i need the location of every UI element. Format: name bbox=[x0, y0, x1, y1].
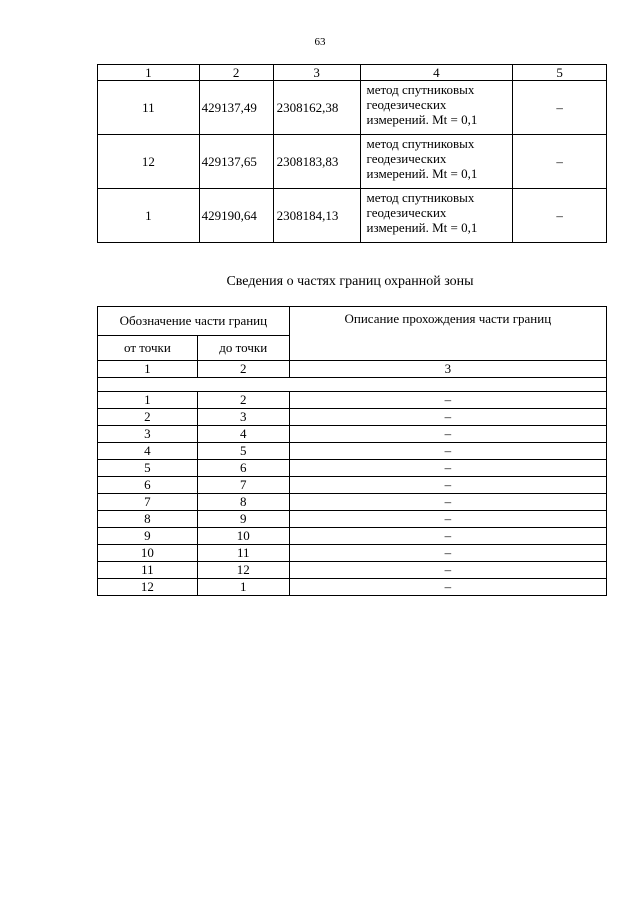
note: – bbox=[513, 81, 607, 135]
parts-header-row bbox=[98, 307, 607, 336]
method-line: геодезических bbox=[366, 97, 447, 112]
table-row bbox=[98, 579, 607, 596]
method-description bbox=[360, 189, 513, 243]
column-number-3: 3 bbox=[289, 361, 606, 378]
x-coordinate: 429137,65 bbox=[199, 135, 273, 189]
y-coordinate: 2308183,83 bbox=[273, 135, 360, 189]
from-point: 1 bbox=[98, 392, 198, 409]
method-line: геодезических bbox=[366, 151, 447, 166]
method-line: метод спутниковых bbox=[366, 190, 475, 205]
table-row bbox=[98, 135, 607, 189]
to-point: 2 bbox=[197, 392, 289, 409]
method-line: метод спутниковых bbox=[366, 82, 475, 97]
part-description: – bbox=[289, 494, 606, 511]
table-row bbox=[98, 409, 607, 426]
method-line: измерений. Mt = 0,1 bbox=[366, 220, 478, 235]
column-number-1: 1 bbox=[98, 65, 200, 81]
part-description: – bbox=[289, 477, 606, 494]
from-point: 7 bbox=[98, 494, 198, 511]
column-number-5: 5 bbox=[513, 65, 607, 81]
parts-number-row bbox=[98, 361, 607, 378]
part-description: – bbox=[289, 409, 606, 426]
method-description bbox=[360, 135, 513, 189]
column-number-1: 1 bbox=[98, 361, 198, 378]
from-point: 5 bbox=[98, 460, 198, 477]
empty-row bbox=[98, 378, 607, 392]
to-point: 1 bbox=[197, 579, 289, 596]
empty-cell bbox=[98, 378, 607, 392]
to-point: 12 bbox=[197, 562, 289, 579]
from-point: 4 bbox=[98, 443, 198, 460]
table-row bbox=[98, 511, 607, 528]
table-row bbox=[98, 460, 607, 477]
part-description: – bbox=[289, 443, 606, 460]
point-number: 12 bbox=[98, 135, 200, 189]
from-point: 3 bbox=[98, 426, 198, 443]
column-number-2: 2 bbox=[199, 65, 273, 81]
to-point: 9 bbox=[197, 511, 289, 528]
method-line: геодезических bbox=[366, 205, 447, 220]
from-point: 6 bbox=[98, 477, 198, 494]
column-number-2: 2 bbox=[197, 361, 289, 378]
from-point: 8 bbox=[98, 511, 198, 528]
from-point: 2 bbox=[98, 409, 198, 426]
to-point: 11 bbox=[197, 545, 289, 562]
to-point: 6 bbox=[197, 460, 289, 477]
to-point-header: до точки bbox=[197, 336, 289, 361]
to-point: 3 bbox=[197, 409, 289, 426]
table-row bbox=[98, 494, 607, 511]
part-description: – bbox=[289, 528, 606, 545]
part-description: – bbox=[289, 426, 606, 443]
section-title: Сведения о частях границ охранной зоны bbox=[226, 274, 474, 289]
part-description: – bbox=[289, 460, 606, 477]
table-row bbox=[98, 189, 607, 243]
from-point: 9 bbox=[98, 528, 198, 545]
table-row bbox=[98, 528, 607, 545]
from-point-header: от точки bbox=[98, 336, 198, 361]
table-row bbox=[98, 562, 607, 579]
part-description: – bbox=[289, 392, 606, 409]
from-point: 11 bbox=[98, 562, 198, 579]
part-description: – bbox=[289, 545, 606, 562]
from-point: 10 bbox=[98, 545, 198, 562]
table-row bbox=[98, 392, 607, 409]
coordinates-header-row bbox=[98, 65, 607, 81]
part-description: – bbox=[289, 511, 606, 528]
table-row bbox=[98, 81, 607, 135]
x-coordinate: 429190,64 bbox=[199, 189, 273, 243]
to-point: 7 bbox=[197, 477, 289, 494]
table-row bbox=[98, 477, 607, 494]
method-line: метод спутниковых bbox=[366, 136, 475, 151]
to-point: 4 bbox=[197, 426, 289, 443]
description-header: Описание прохождения части границ bbox=[289, 307, 606, 361]
column-number-3: 3 bbox=[273, 65, 360, 81]
table-row bbox=[98, 545, 607, 562]
method-description bbox=[360, 81, 513, 135]
to-point: 8 bbox=[197, 494, 289, 511]
page-number: 63 bbox=[314, 36, 326, 48]
to-point: 5 bbox=[197, 443, 289, 460]
coordinates-table bbox=[97, 64, 607, 243]
part-description: – bbox=[289, 579, 606, 596]
designation-header: Обозначение части границ bbox=[98, 307, 290, 336]
note: – bbox=[513, 135, 607, 189]
point-number: 11 bbox=[98, 81, 200, 135]
from-point: 12 bbox=[98, 579, 198, 596]
table-row bbox=[98, 426, 607, 443]
table-row bbox=[98, 443, 607, 460]
point-number: 1 bbox=[98, 189, 200, 243]
part-description: – bbox=[289, 562, 606, 579]
method-line: измерений. Mt = 0,1 bbox=[366, 112, 478, 127]
note: – bbox=[513, 189, 607, 243]
method-line: измерений. Mt = 0,1 bbox=[366, 166, 478, 181]
y-coordinate: 2308162,38 bbox=[273, 81, 360, 135]
column-number-4: 4 bbox=[360, 65, 513, 81]
y-coordinate: 2308184,13 bbox=[273, 189, 360, 243]
to-point: 10 bbox=[197, 528, 289, 545]
boundary-parts-table bbox=[97, 306, 607, 596]
x-coordinate: 429137,49 bbox=[199, 81, 273, 135]
